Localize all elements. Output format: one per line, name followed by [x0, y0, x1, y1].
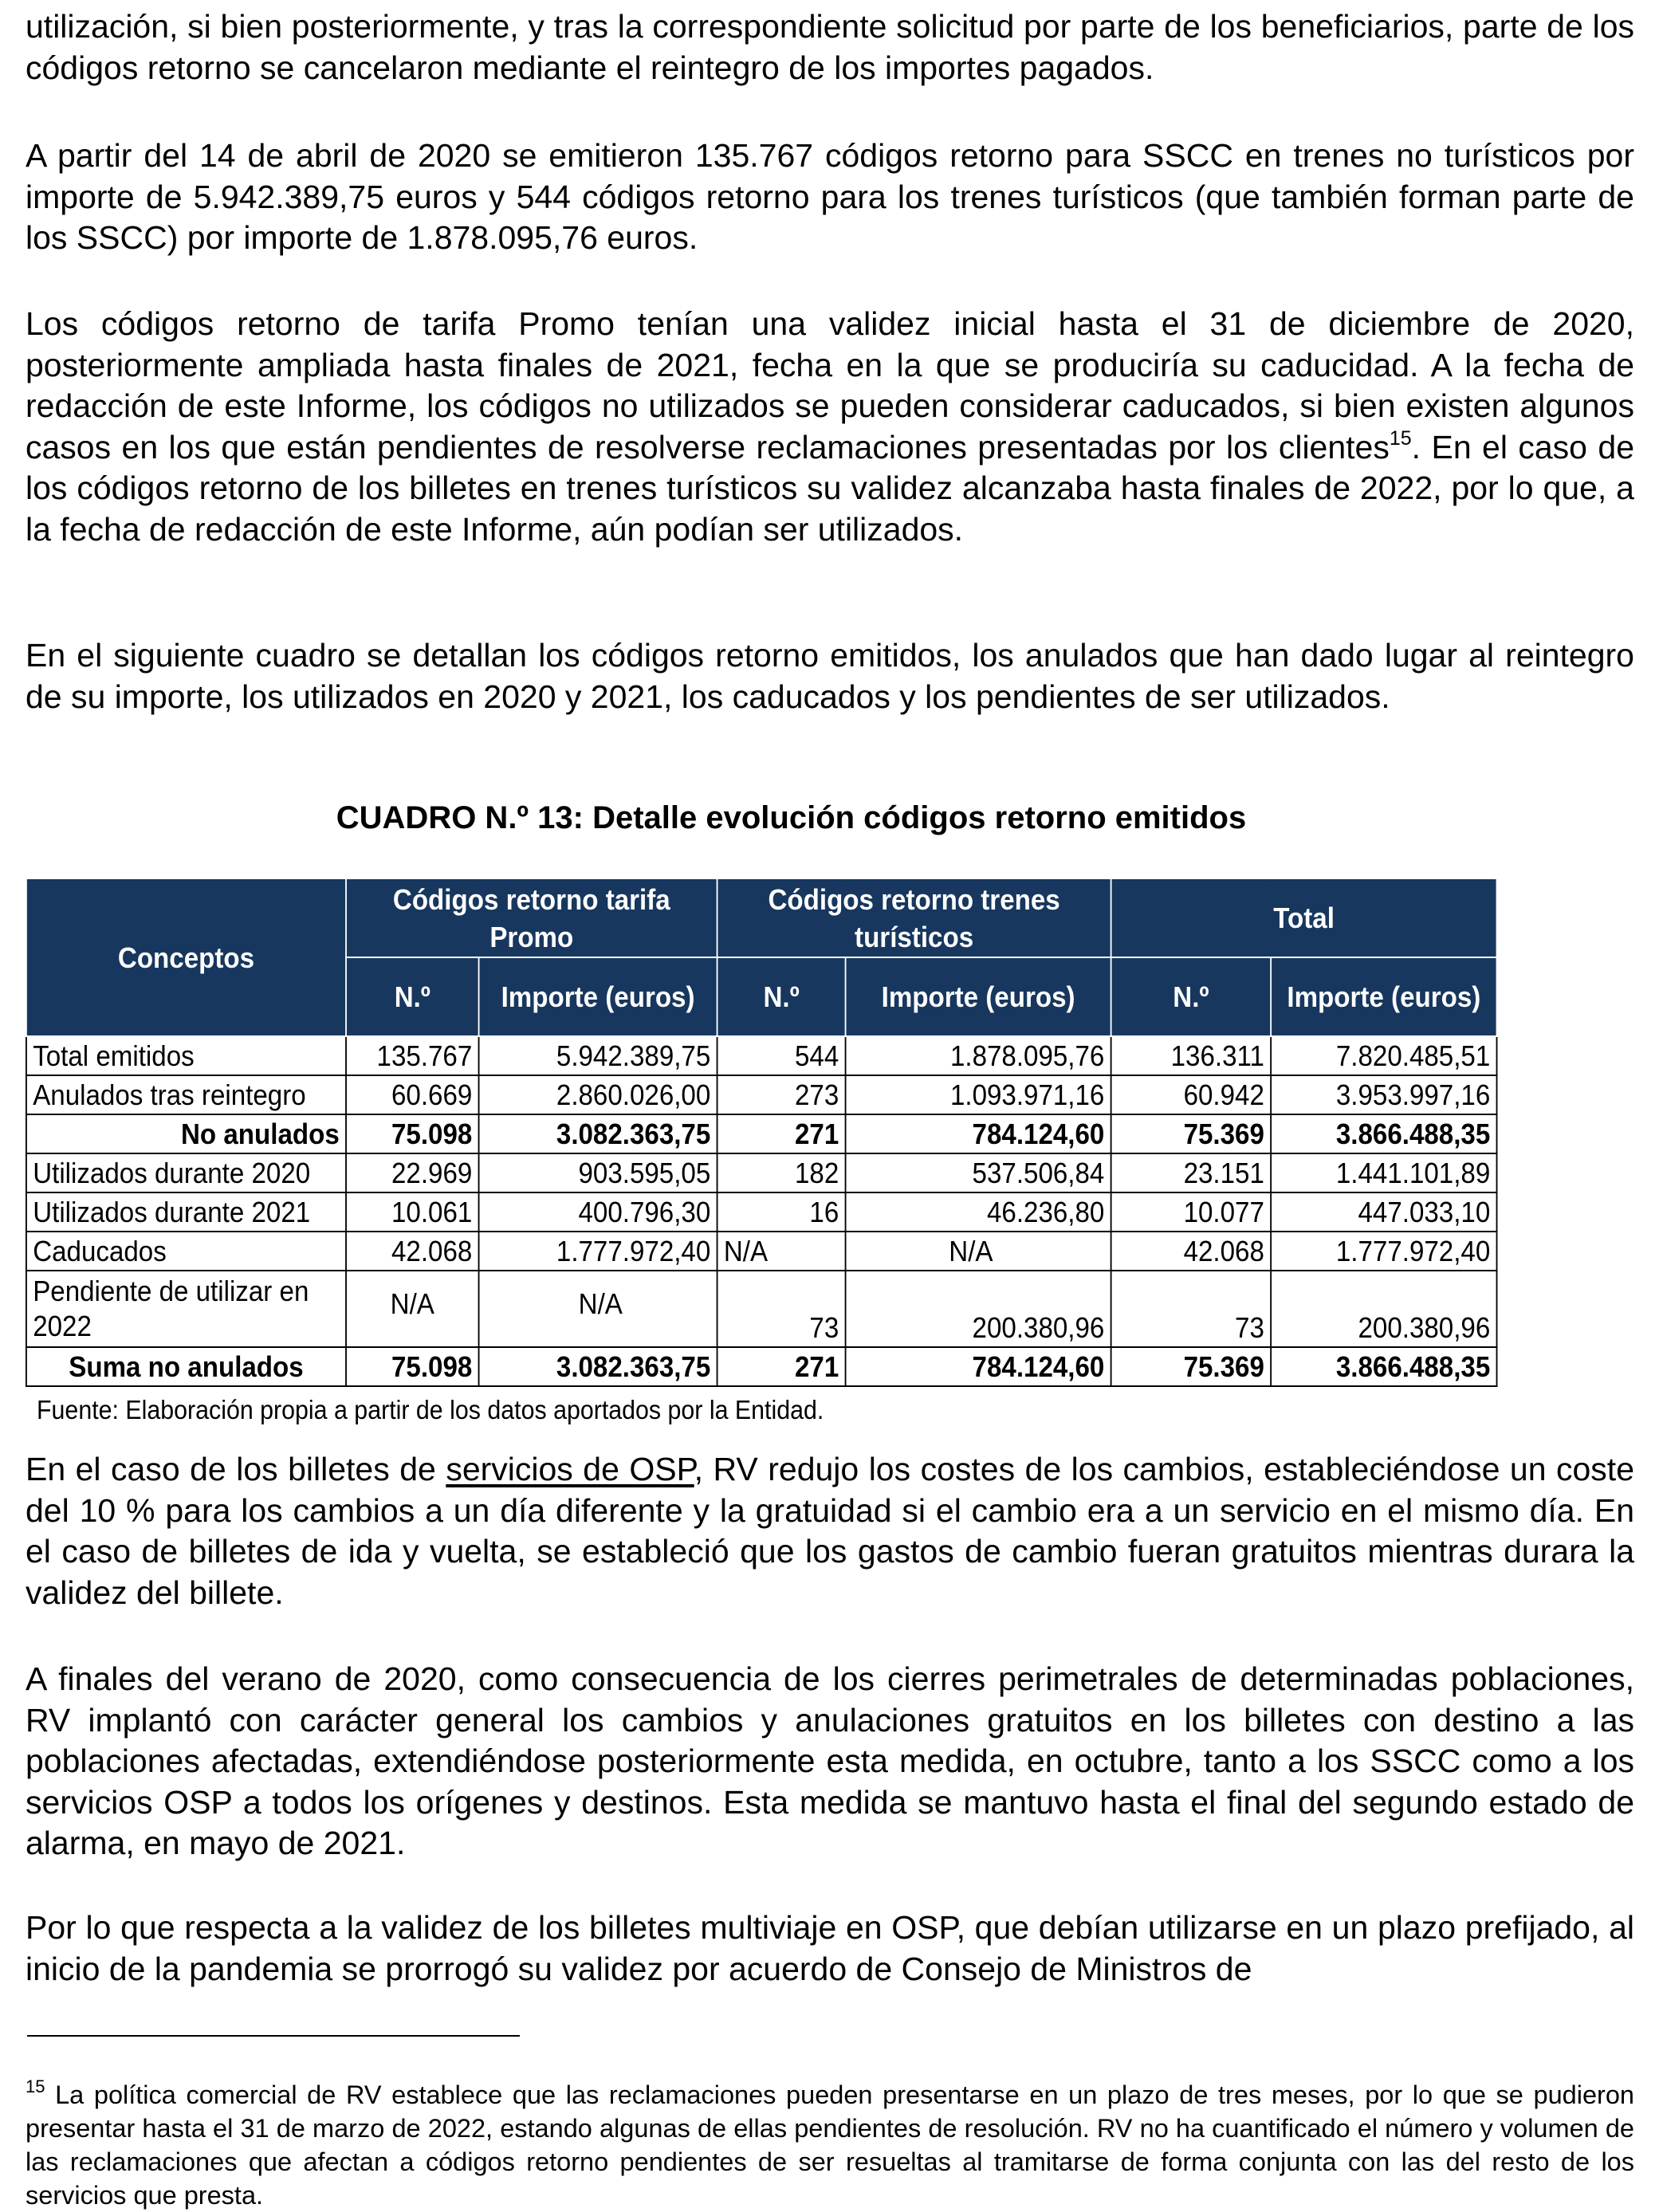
row-concept: Total emitidos [26, 1036, 346, 1075]
cell-n-total: 42.068 [1111, 1232, 1272, 1271]
header-importe-total: Importe (euros) [1271, 957, 1496, 1036]
cell-importe-total: 447.033,10 [1271, 1192, 1496, 1232]
data-table [26, 878, 1497, 1387]
cell-importe-total: 1.441.101,89 [1271, 1153, 1496, 1192]
cell-importe-promo: 2.860.026,00 [479, 1075, 717, 1114]
cell-importe-promo: 3.082.363,75 [479, 1347, 717, 1386]
paragraph-2: A partir del 14 de abril de 2020 se emitieron 135.767 códigos retorno para SSCC en trenes no turísticos por importe de 5.942.389,75 euros y 544 códigos retorno para los trenes turísticos (que también forman parte de los SSCC) por importe de 1.878.095,76 euros. [26, 137, 1634, 256]
cell-importe-total: 3.953.997,16 [1271, 1075, 1496, 1114]
cell-n-promo: 22.969 [346, 1153, 479, 1192]
table-source: Fuente: Elaboración propia a partir de los datos aportados por la Entidad. [37, 1395, 824, 1424]
header-group-turisticos: Códigos retorno trenes turísticos [717, 878, 1111, 957]
cell-n-total: 136.311 [1111, 1036, 1272, 1075]
cell-importe-total: 1.777.972,40 [1271, 1232, 1496, 1271]
cell-n-turisticos: 544 [717, 1036, 846, 1075]
cell-importe-total: 3.866.488,35 [1271, 1114, 1496, 1153]
table-caption: CUADRO N.º 13: Detalle evolución códigos retorno emitidos [336, 800, 1247, 835]
paragraph-6: A finales del verano de 2020, como consecuencia de los cierres perimetrales de determinadas poblaciones, RV implantó con carácter general los cambios y anulaciones gratuitos en los billetes con destino a las poblaciones afectadas, extendiéndose posteriormente esta medida, en octubre, tanto a los SSCC como a los servicios OSP a todos los orígenes y destinos. Esta medida se mantuvo hasta el final del segundo estado de alarma, en mayo de 2021. [26, 1660, 1634, 1861]
cell-n-promo: 10.061 [346, 1192, 479, 1232]
row-concept: Anulados tras reintegro [26, 1075, 346, 1114]
cell-importe-turisticos: 1.093.971,16 [846, 1075, 1111, 1114]
link-servicios-osp[interactable]: servicios de OSP [446, 1451, 694, 1487]
cell-importe-total: 7.820.485,51 [1271, 1036, 1496, 1075]
row-concept: Suma no anulados [26, 1347, 346, 1386]
header-conceptos: Conceptos [26, 878, 346, 1036]
cell-importe-total: 200.380,96 [1271, 1271, 1496, 1347]
cell-n-turisticos: 73 [717, 1271, 846, 1347]
cell-n-promo: 60.669 [346, 1075, 479, 1114]
cell-n-total: 10.077 [1111, 1192, 1272, 1232]
header-importe-promo: Importe (euros) [479, 957, 717, 1036]
cell-importe-turisticos: 537.506,84 [846, 1153, 1111, 1192]
cell-n-turisticos: 271 [717, 1347, 846, 1386]
footnote-separator [27, 2035, 520, 2037]
header-n-total: N.º [1111, 957, 1272, 1036]
cell-importe-total: 3.866.488,35 [1271, 1347, 1496, 1386]
cell-importe-promo: 1.777.972,40 [479, 1232, 717, 1271]
row-concept: No anulados [26, 1114, 346, 1153]
header-n-turisticos: N.º [717, 957, 846, 1036]
table-row [26, 1075, 1497, 1114]
cell-importe-turisticos: 784.124,60 [846, 1347, 1111, 1386]
footnote-number: 15 [26, 2076, 45, 2096]
footnote-15: $^{15}$ La política comercial de RV establece que las reclamaciones pueden presentarse en un plazo de tres meses, por lo que se pudieron presentar hasta el 31 de marzo de 2022, estando algunas de ellas pendientes de resolución. RV no ha cuantificado el número y volumen de las reclamaciones que afectan a códigos retorno pendientes de ser resueltas al tramitarse de forma conjunta con las del resto de los servicios que presta. [26, 2076, 1634, 2210]
paragraph-1: utilización, si bien posteriormente, y tras la correspondiente solicitud por parte de los beneficiarios, parte de los códigos retorno se cancelaron mediante el reintegro de los importes pagados. [26, 8, 1634, 86]
paragraph-3: Los códigos retorno de tarifa Promo tenían una validez inicial hasta el 31 de diciembre de 2020, posteriormente ampliada hasta finales de 2021, fecha en la que se produciría su caducidad. A la fecha de redacción de este Informe, los códigos no utilizados se pueden considerar caducados, si bien existen algunos casos en los que están pendientes de resolverse reclamaciones presentadas por los clientes$^{15}$. En el caso de los códigos retorno de los billetes en trenes turísticos su validez alcanzaba hasta finales de 2022, por lo que, a la fecha de redacción de este Informe, aún podían ser utilizados. [26, 305, 1634, 548]
table-row [26, 1347, 1497, 1386]
cell-n-turisticos: N/A [717, 1232, 846, 1271]
cell-importe-turisticos: 200.380,96 [846, 1271, 1111, 1347]
cell-n-total: 60.942 [1111, 1075, 1272, 1114]
header-group-total: Total [1111, 878, 1497, 957]
row-concept: Utilizados durante 2020 [26, 1153, 346, 1192]
header-importe-turisticos: Importe (euros) [846, 957, 1111, 1036]
table-row [26, 1036, 1497, 1075]
table-row [26, 1114, 1497, 1153]
row-concept: Utilizados durante 2021 [26, 1192, 346, 1232]
cell-n-turisticos: 16 [717, 1192, 846, 1232]
cell-n-total: 23.151 [1111, 1153, 1272, 1192]
cell-importe-promo: 400.796,30 [479, 1192, 717, 1232]
header-n-promo: N.º [346, 957, 479, 1036]
cell-n-total: 73 [1111, 1271, 1272, 1347]
row-concept: Pendiente de utilizar en 2022 [26, 1271, 346, 1347]
footnote-ref-15[interactable]: 15 [1389, 426, 1412, 450]
table-row [26, 1153, 1497, 1192]
paragraph-4: En el siguiente cuadro se detallan los códigos retorno emitidos, los anulados que han dado lugar al reintegro de su importe, los utilizados en 2020 y 2021, los caducados y los pendientes de ser utilizados. [26, 637, 1634, 715]
paragraph-5: En el caso de los billetes de servicios de OSP, RV redujo los costes de los cambios, estableciéndose un coste del 10 % para los cambios a un día diferente y la gratuidad si el cambio era a un servicio en el mismo día. En el caso de billetes de ida y vuelta, se estableció que los gastos de cambio fueran gratuitos mientras durara la validez del billete. [26, 1451, 1635, 1611]
row-concept: Caducados [26, 1232, 346, 1271]
cell-importe-turisticos: 784.124,60 [846, 1114, 1111, 1153]
table-row [26, 1232, 1497, 1271]
cell-importe-turisticos: 46.236,80 [846, 1192, 1111, 1232]
cell-importe-promo: 3.082.363,75 [479, 1114, 717, 1153]
cell-n-promo: 42.068 [346, 1232, 479, 1271]
cell-importe-turisticos: N/A [846, 1232, 1111, 1271]
cell-n-turisticos: 271 [717, 1114, 846, 1153]
cell-n-turisticos: 182 [717, 1153, 846, 1192]
cell-n-total: 75.369 [1111, 1347, 1272, 1386]
paragraph-7: Por lo que respecta a la validez de los billetes multiviaje en OSP, que debían utilizarse en un plazo prefijado, al inicio de la pandemia se prorrogó su validez por acuerdo de Consejo de Ministros de [26, 1909, 1634, 1987]
cell-n-total: 75.369 [1111, 1114, 1272, 1153]
header-group-promo: Códigos retorno tarifa Promo [346, 878, 717, 957]
cell-n-promo: N/A [346, 1271, 479, 1347]
cell-n-turisticos: 273 [717, 1075, 846, 1114]
cell-n-promo: 135.767 [346, 1036, 479, 1075]
cell-importe-turisticos: 1.878.095,76 [846, 1036, 1111, 1075]
cell-n-promo: 75.098 [346, 1114, 479, 1153]
cell-importe-promo: N/A [479, 1271, 717, 1347]
cell-n-promo: 75.098 [346, 1347, 479, 1386]
cell-importe-promo: 903.595,05 [479, 1153, 717, 1192]
table-row [26, 1271, 1497, 1347]
cell-importe-promo: 5.942.389,75 [479, 1036, 717, 1075]
table-row [26, 1192, 1497, 1232]
